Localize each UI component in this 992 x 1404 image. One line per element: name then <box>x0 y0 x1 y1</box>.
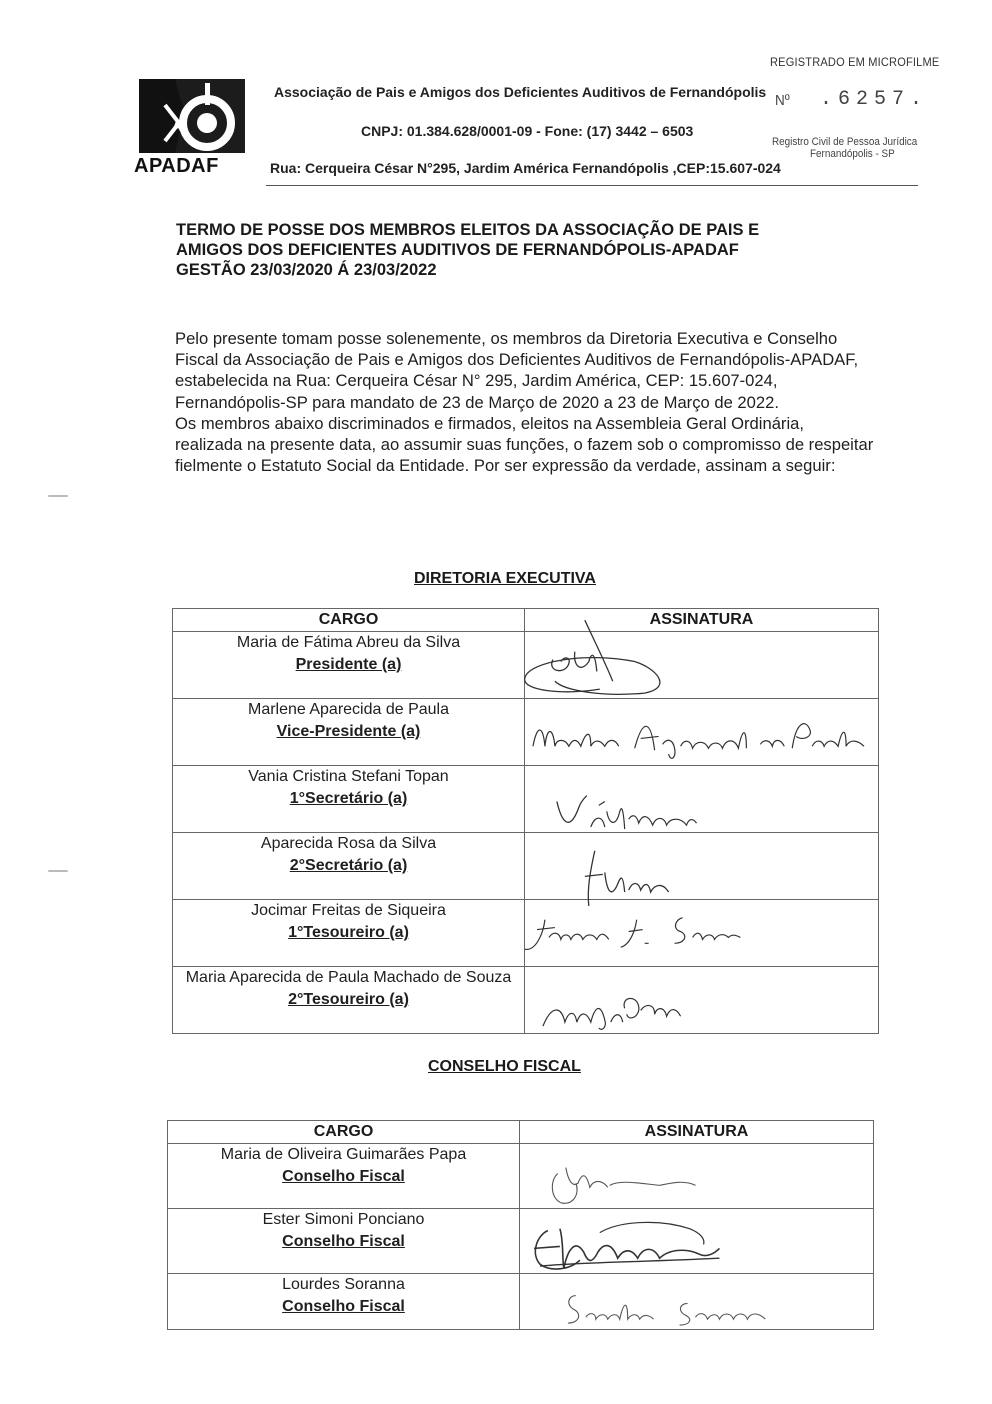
logo-text: APADAF <box>134 155 219 177</box>
title-line-3: GESTÃO 23/03/2020 Á 23/03/2022 <box>176 261 437 279</box>
member-role: 2°Tesoureiro (a) <box>288 991 409 1008</box>
member-name: Maria de Oliveira Guimarães Papa <box>220 1146 467 1163</box>
member-name: Maria de Fátima Abreu da Silva <box>236 634 461 651</box>
scan-mark <box>48 495 68 497</box>
cargo-cell <box>173 833 525 900</box>
signature-cell <box>525 632 879 699</box>
signature-drawing <box>525 967 878 1033</box>
member-name: Marlene Aparecida de Paula <box>247 701 450 718</box>
registry-line-2: Fernandópolis - SP <box>810 148 895 160</box>
signature-drawing <box>525 766 878 832</box>
cnpj-phone: CNPJ: 01.384.628/0001-09 - Fone: (17) 3442 – 6503 <box>361 123 694 139</box>
signature-cell <box>520 1274 874 1330</box>
member-name: Aparecida Rosa da Silva <box>260 835 437 852</box>
member-name: Lourdes Soranna <box>282 1276 405 1293</box>
signature-cell <box>520 1144 874 1209</box>
cargo-cell <box>173 967 525 1034</box>
diretoria-table <box>172 608 879 1034</box>
member-role: Vice-Presidente (a) <box>276 723 421 740</box>
signature-drawing <box>525 900 878 966</box>
title-line-2: AMIGOS DOS DEFICIENTES AUDITIVOS DE FERNANDÓPOLIS-APADAF <box>176 241 739 259</box>
org-address: Rua: Cerqueira César N°295, Jardim América Fernandópolis ,CEP:15.607-024 <box>270 160 781 176</box>
title-line-1: TERMO DE POSSE DOS MEMBROS ELEITOS DA ASSOCIAÇÃO DE PAIS E <box>176 221 760 239</box>
member-role: Presidente (a) <box>295 656 402 673</box>
signature-cell <box>525 766 879 833</box>
member-role: 1°Tesoureiro (a) <box>288 924 409 941</box>
member-role: Conselho Fiscal <box>282 1298 405 1315</box>
microfilm-stamp: REGISTRADO EM MICROFILME <box>770 55 940 69</box>
col-cargo-header: CARGO <box>173 609 525 632</box>
cargo-cell <box>168 1144 520 1209</box>
member-name: Maria Aparecida de Paula Machado de Souza <box>185 969 512 986</box>
cargo-cell <box>173 632 525 699</box>
document-body <box>175 328 875 476</box>
signature-drawing <box>520 1209 873 1273</box>
signature-drawing <box>520 1144 873 1208</box>
member-role: Conselho Fiscal <box>282 1233 405 1250</box>
signature-drawing <box>525 632 878 698</box>
svg-text:A: A <box>172 118 183 134</box>
header-divider <box>266 185 918 186</box>
member-role: 1°Secretário (a) <box>289 790 408 807</box>
cargo-cell <box>173 699 525 766</box>
stamp-number-prefix: Nº <box>775 92 790 109</box>
body-paragraph-1: Pelo presente tomam posse solenemente, os membros da Diretoria Executiva e Conselho Fiscal da Associação de Pais e Amigos dos Deficientes Auditivos de Fernandópolis-APADAF, estabelecida na Rua: Cerqueira César N° 295, Jardim América, CEP: 15.607-024, Fernandópolis-SP para mandato de 23 de Março de 2020 a 23 de Março de 2022. <box>175 329 859 412</box>
signature-drawing <box>525 833 878 899</box>
signature-cell <box>525 900 879 967</box>
cargo-cell <box>173 900 525 967</box>
col-assinatura-header: ASSINATURA <box>520 1121 874 1144</box>
member-name: Ester Simoni Ponciano <box>262 1211 425 1228</box>
signature-cell <box>525 699 879 766</box>
member-role: 2°Secretário (a) <box>289 857 408 874</box>
signature-drawing <box>520 1274 873 1329</box>
signature-cell <box>525 833 879 900</box>
document-title <box>176 220 876 280</box>
cargo-cell <box>168 1274 520 1330</box>
cargo-cell <box>168 1209 520 1274</box>
signature-drawing <box>525 699 878 765</box>
member-name: Vania Cristina Stefani Topan <box>248 768 449 785</box>
registry-line-1: Registro Civil de Pessoa Jurídica <box>772 136 918 148</box>
col-assinatura-header: ASSINATURA <box>525 609 879 632</box>
signature-cell <box>520 1209 874 1274</box>
stamp-number: .6257. <box>820 88 929 111</box>
diretoria-section-title: DIRETORIA EXECUTIVA <box>414 570 596 587</box>
org-name: Associação de Pais e Amigos dos Deficientes Auditivos de Fernandópolis <box>274 84 767 100</box>
signature-cell <box>525 967 879 1034</box>
body-paragraph-2: Os membros abaixo discriminados e firmados, eleitos na Assembleia Geral Ordinária, realizada na presente data, ao assumir suas funções, o fazem sob o compromisso de respeitar fielmente o Estatuto Social da Entidade. Por ser expressão da verdade, assinam a seguir: <box>175 413 874 476</box>
col-cargo-header: CARGO <box>168 1121 520 1144</box>
member-role: Conselho Fiscal <box>282 1168 405 1185</box>
conselho-table <box>167 1120 874 1330</box>
cargo-cell <box>173 766 525 833</box>
conselho-section-title: CONSELHO FISCAL <box>428 1058 581 1075</box>
scan-mark <box>48 870 68 872</box>
member-name: Jocimar Freitas de Siqueira <box>251 902 446 919</box>
